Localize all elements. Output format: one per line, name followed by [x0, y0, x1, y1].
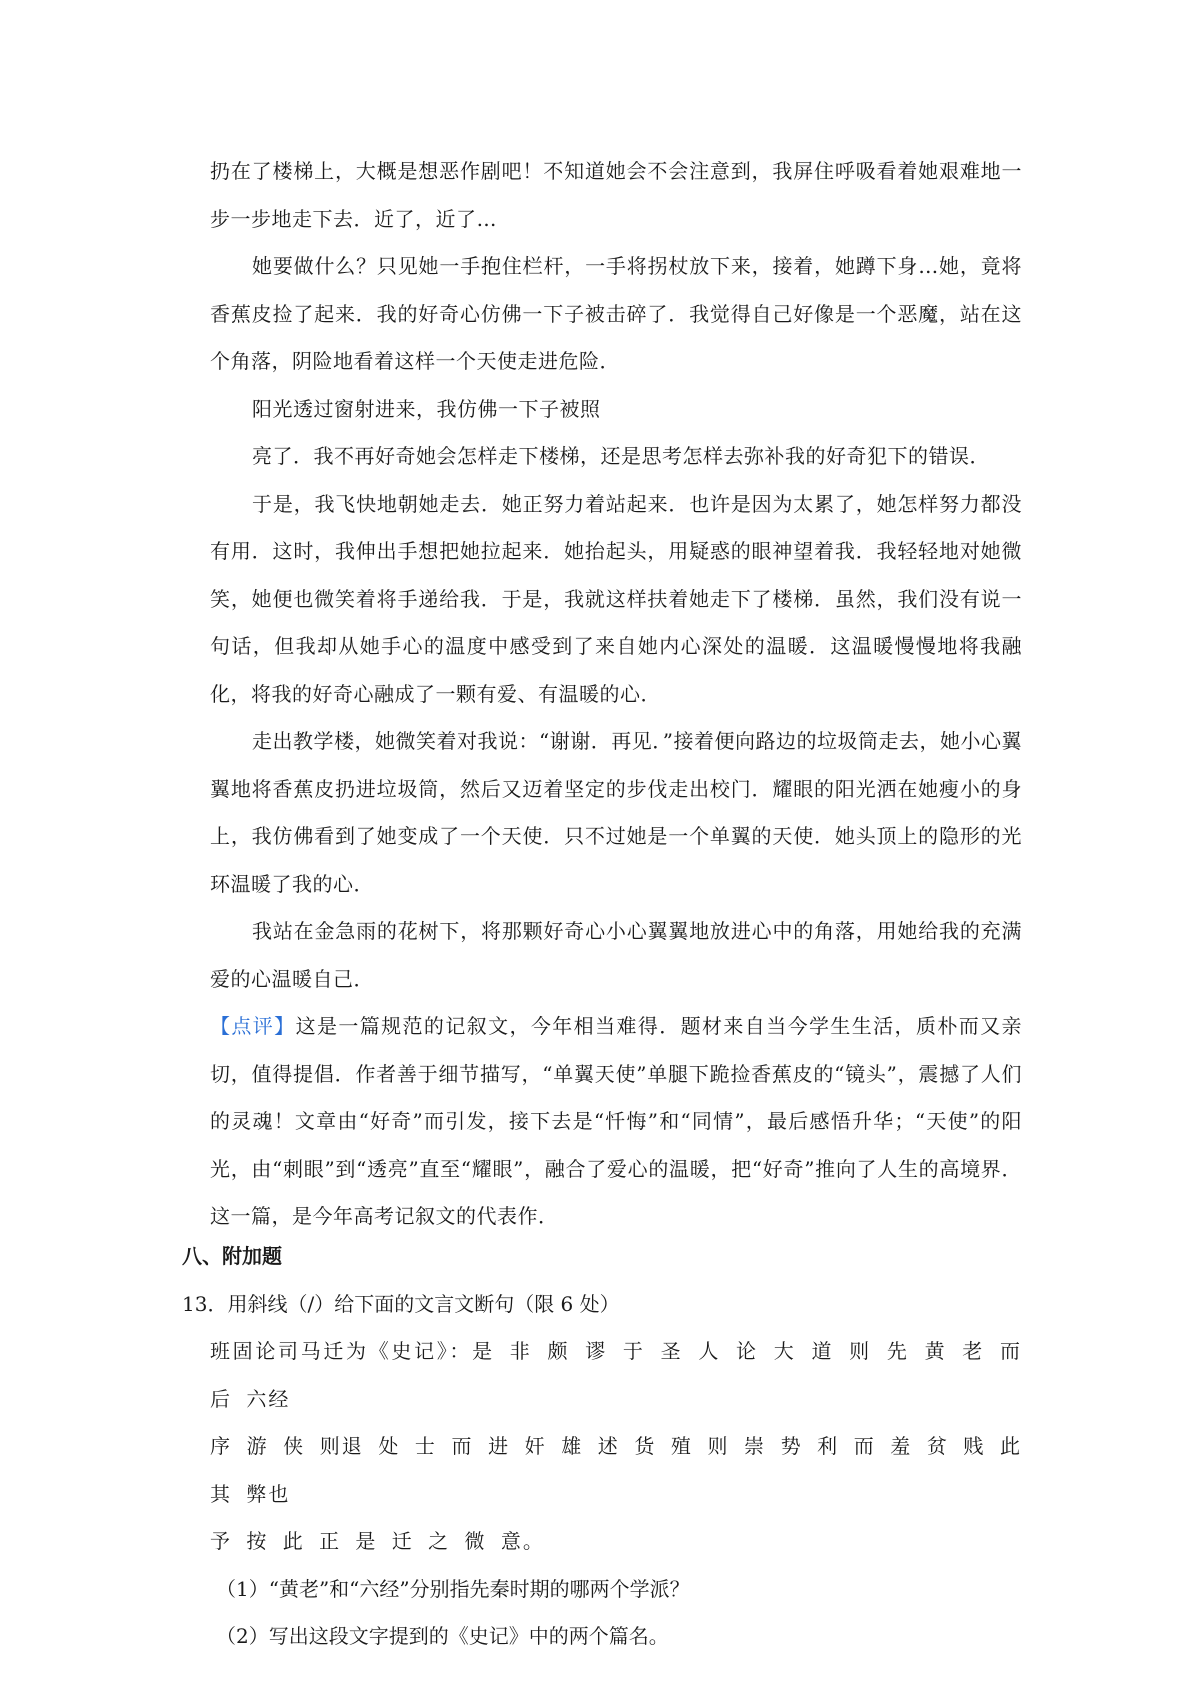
teacher-comment: [210, 1003, 1022, 1241]
question-13: [182, 1281, 1022, 1329]
question-number: 13．: [182, 1291, 228, 1316]
essay-paragraph-5: 于是，我飞快地朝她走去．她正努力着站起来．也许是因为太累了，她怎样努力都没有用．这时，我伸出手想把她拉起来．她抬起头，用疑惑的眼神望着我．我轻轻地对她微笑，她便也微笑着将手递给我．于是，我就这样扶着她走下了楼梯．虽然，我们没有说一句话，但我却从她手心的温度中感受到了来自她内心深处的温暖．这温暖慢慢地将我融化，将我的好奇心融成了一颗有爱、有温暖的心．: [210, 491, 1022, 706]
classical-passage-line-2: 序 游 侠 则退 处 士 而 进 奸 雄 述 货 殖 则 崇 势 利 而 羞 贫 贱 此 其 弊也: [210, 1434, 1022, 1506]
comment-tag: 【点评】: [210, 1014, 296, 1038]
sub-question-2: （2）写出这段文字提到的《史记》中的两个篇名。: [216, 1624, 669, 1648]
classical-passage-line-3: 予 按 此 正 是 迁 之 微 意。: [210, 1529, 545, 1553]
sub-question-1: （1）“黄老”和“六经”分别指先秦时期的哪两个学派？: [216, 1576, 690, 1601]
classical-passage-line-1: 班固论司马迁为《史记》：是 非 颇 谬 于 圣 人 论 大 道 则 先 黄 老 而 后 六经: [210, 1339, 1022, 1411]
essay-paragraph-7: 我站在金急雨的花树下，将那颗好奇心小心翼翼地放进心中的角落，用她给我的充满爱的心温暖自己．: [210, 919, 1022, 991]
essay-paragraph-2: 她要做什么？只见她一手抱住栏杆，一手将拐杖放下来，接着，她蹲下身…她，竟将香蕉皮捡了起来．我的好奇心仿佛一下子被击碎了．我觉得自己好像是一个恶魔，站在这个角落，阴险地看着这样一个天使走进危险．: [210, 254, 1022, 373]
question-text: 用斜线（/）给下面的文言文断句（限 6 处）: [227, 1291, 620, 1316]
comment-text: 这是一篇规范的记叙文，今年相当难得．题材来自当今学生生活，质朴而又亲切，值得提倡．作者善于细节描写，“单翼天使”单腿下跪捡香蕉皮的“镜头”，震撼了人们的灵魂！文章由“好奇”而引发，接下去是“忏悔”和“同情”，最后感悟升华；“天使”的阳光，由“刺眼”到“透亮”直至“耀眼”，融合了爱心的温暖，把“好奇”推向了人生的高境界．这一篇，是今年高考记叙文的代表作．: [210, 1014, 1023, 1228]
essay-paragraph-6: 走出教学楼，她微笑着对我说：“谢谢．再见．”接着便向路边的垃圾筒走去，她小心翼翼地将香蕉皮扔进垃圾筒，然后又迈着坚定的步伐走出校门．耀眼的阳光洒在她瘦小的身上，我仿佛看到了她变成了一个天使．只不过她是一个单翼的天使．她头顶上的隐形的光环温暖了我的心．: [210, 729, 1022, 896]
essay-paragraph-4: 亮了．我不再好奇她会怎样走下楼梯，还是思考怎样去弥补我的好奇犯下的错误．: [252, 444, 990, 468]
essay-paragraph-1: 扔在了楼梯上，大概是想恶作剧吧！不知道她会不会注意到，我屏住呼吸看着她艰难地一步一步地走下去．近了，近了…: [210, 159, 1022, 231]
appendix-section: [182, 1233, 1022, 1661]
essay-body: [210, 148, 1022, 1241]
section-heading: 八、附加题: [182, 1244, 282, 1268]
essay-paragraph-3: 阳光透过窗射进来，我仿佛一下子被照: [252, 396, 601, 421]
